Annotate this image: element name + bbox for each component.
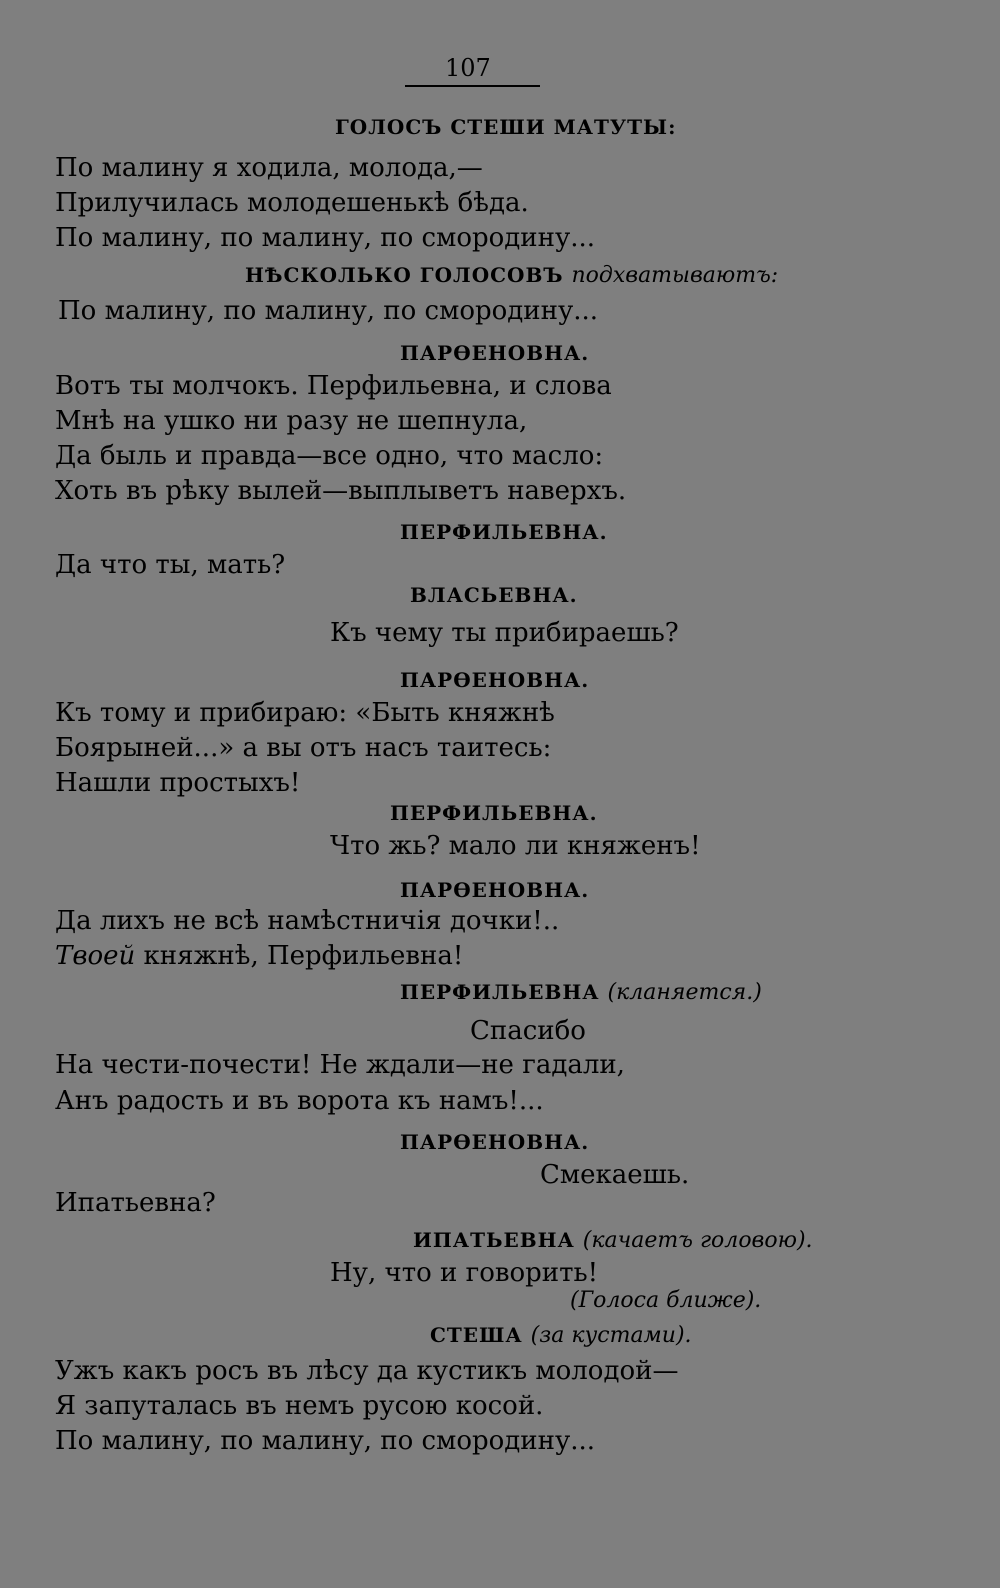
verse-line: Къ чему ты прибираешь? (330, 618, 679, 648)
stage-direction: подхватываютъ: (571, 263, 779, 288)
speaker-heading (400, 982, 762, 1004)
verse-line: По малину, по малину, по смородину... (55, 223, 596, 253)
verse-line: Анъ радость и въ ворота къ намъ!... (55, 1086, 544, 1116)
verse-line: Что жь? мало ли княженъ! (330, 831, 701, 861)
verse-line: Ну, что и говорить! (330, 1258, 599, 1288)
speaker-heading: ПАРѲЕНОВНА. (400, 341, 590, 365)
speaker-name: СТЕША (430, 1323, 523, 1347)
page-number: 107 (445, 54, 491, 82)
emphasis-word: Твоей (55, 941, 136, 971)
stage-direction: (Голоса ближе). (570, 1288, 762, 1313)
speaker-heading (245, 265, 778, 287)
verse-line: По малину я ходила, молода,— (55, 153, 483, 183)
speaker-heading: ГОЛОСЪ СТЕШИ МАТУТЫ: (335, 115, 677, 139)
verse-line: Ужъ какъ росъ въ лѣсу да кустикъ молодой— (55, 1356, 679, 1386)
verse-line: Хоть въ рѣку вылей—выплыветъ наверхъ. (55, 476, 627, 506)
verse-text: княжнѣ, Перфильевна! (143, 941, 464, 971)
verse-line: Да лихъ не всѣ намѣстничія дочки!.. (55, 906, 560, 936)
verse-line: Вотъ ты молчокъ. Перфильевна, и слова (55, 371, 612, 401)
speaker-name: ПЕРФИЛЬЕВНА (400, 980, 600, 1004)
speaker-heading: ВЛАСЬЕВНА. (410, 583, 578, 607)
speaker-name: ИПАТЬЕВНА (413, 1228, 575, 1252)
verse-line (55, 943, 463, 969)
verse-line: Мнѣ на ушко ни разу не шепнула, (55, 406, 528, 436)
speaker-heading: ПАРѲЕНОВНА. (400, 878, 590, 902)
verse-line: По малину, по малину, по смородину... (55, 1426, 596, 1456)
verse-line: Къ тому и прибираю: «Быть княжнѣ (55, 698, 555, 728)
verse-line: Да что ты, мать? (55, 550, 286, 580)
stage-direction: (кланяется.) (607, 980, 762, 1005)
verse-line: Спасибо (470, 1016, 586, 1046)
verse-line: Нашли простыхъ! (55, 768, 301, 798)
verse-line: Да быль и правда—все одно, что масло: (55, 441, 604, 471)
verse-line: Боярыней...» а вы отъ насъ таитесь: (55, 733, 552, 763)
verse-line: На чести-почести! Не ждали—не гадали, (55, 1050, 625, 1080)
speaker-heading (430, 1325, 692, 1347)
page-number-rule (405, 85, 540, 87)
stage-direction: (за кустами). (530, 1323, 692, 1348)
speaker-name: НѢСКОЛЬКО ГОЛОСОВЪ (245, 263, 564, 287)
verse-line: Смекаешь. (540, 1160, 690, 1190)
verse-line: По малину, по малину, по смородину... (58, 296, 599, 326)
verse-line: Я запуталась въ немъ русою косой. (55, 1391, 544, 1421)
speaker-heading: ПАРѲЕНОВНА. (400, 1130, 590, 1154)
verse-line: Прилучилась молодешенькѣ бѣда. (55, 188, 529, 218)
speaker-heading (413, 1230, 813, 1252)
speaker-heading: ПАРѲЕНОВНА. (400, 668, 590, 692)
stage-direction: (качаетъ головою). (582, 1228, 813, 1253)
verse-line: Ипатьевна? (55, 1188, 216, 1218)
speaker-heading: ПЕРФИЛЬЕВНА. (390, 801, 598, 825)
stage-direction-line (570, 1290, 761, 1312)
speaker-heading: ПЕРФИЛЬЕВНА. (400, 520, 608, 544)
